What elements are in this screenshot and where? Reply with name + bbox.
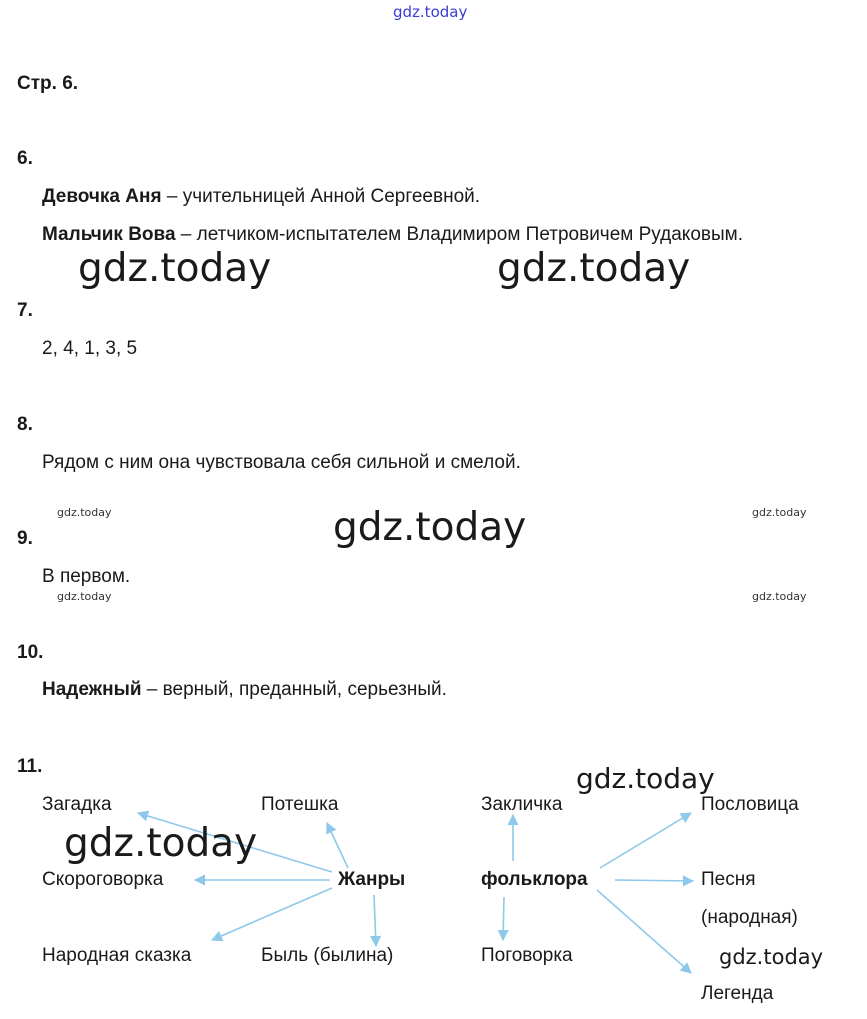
task-6-number: 6. <box>17 148 33 169</box>
label-skorogovorka: Скороговорка <box>42 869 164 890</box>
task-9-number: 9. <box>17 528 33 549</box>
task-6-line-1-rest: – учительницей Анной Сергеевной. <box>161 186 481 207</box>
label-zaklichka: Закличка <box>481 794 563 815</box>
task-9-answer: В первом. <box>42 566 131 587</box>
task-10-rest: – верный, преданный, серьезный. <box>141 679 447 700</box>
task-6-line-2-bold: Мальчик Вова <box>42 224 176 245</box>
task-7-answer: 2, 4, 1, 3, 5 <box>42 338 138 359</box>
task-8-number: 8. <box>17 414 33 435</box>
task-8-answer: Рядом с ним она чувствовала себя сильной и смелой. <box>42 452 521 473</box>
label-pesnya: Песня <box>701 869 756 890</box>
page-label: Стр. 6. <box>17 73 79 94</box>
label-legenda: Легенда <box>701 983 774 1004</box>
arrow-folklora-poslovitsa <box>600 813 691 868</box>
label-byl: Быль (былина) <box>261 945 394 966</box>
label-zagadka: Загадка <box>42 794 112 815</box>
task-7-number: 7. <box>17 300 33 321</box>
task-6-line-1-bold: Девочка Аня <box>42 186 162 207</box>
label-pesnya-note: (народная) <box>701 907 798 928</box>
watermark-3: gdz.today <box>333 505 527 550</box>
watermark-8: gdz.today <box>576 762 715 795</box>
task-10-bold: Надежный <box>42 679 142 700</box>
watermark-4: gdz.today <box>57 506 112 519</box>
arrow-zhanry-poteshka <box>327 823 348 868</box>
label-poslovitsa: Пословица <box>701 794 799 815</box>
label-folklora: фольклора <box>481 869 588 890</box>
watermark-7: gdz.today <box>752 590 807 603</box>
arrow-folklora-pogovorka <box>503 897 504 940</box>
arrow-zhanry-byl <box>374 895 376 946</box>
watermark-1: gdz.today <box>78 246 272 291</box>
arrow-zhanry-narodnaya-skazka <box>212 888 332 940</box>
label-poteshka: Потешка <box>261 794 339 815</box>
watermark-6: gdz.today <box>57 590 112 603</box>
watermark-5: gdz.today <box>752 506 807 519</box>
task-11-number: 11. <box>17 756 43 777</box>
watermark-9: gdz.today <box>64 821 258 866</box>
watermark-top: gdz.today <box>393 3 468 21</box>
label-zhanry: Жанры <box>338 869 406 890</box>
task-10-number: 10. <box>17 642 44 663</box>
arrow-folklora-pesnya <box>615 880 693 881</box>
label-narodnaya-skazka: Народная сказка <box>42 945 192 966</box>
label-pogovorka: Поговорка <box>481 945 573 966</box>
watermark-2: gdz.today <box>497 246 691 291</box>
watermark-10: gdz.today <box>719 945 824 969</box>
arrow-folklora-legenda <box>597 890 691 973</box>
task-6-line-2-rest: – летчиком-испытателем Владимиром Петровичем Рудаковым. <box>175 224 743 245</box>
